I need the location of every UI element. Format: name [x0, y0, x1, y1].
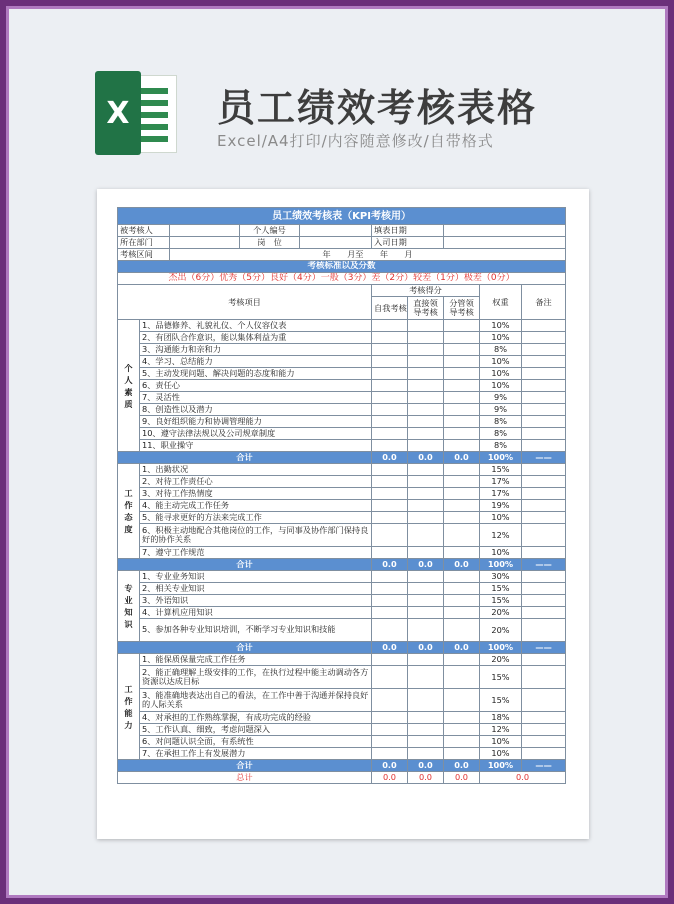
- self-score-cell[interactable]: [372, 583, 408, 595]
- subtotal-label: 合计: [118, 559, 372, 571]
- subtotal-row: [118, 642, 566, 654]
- weight-cell: 10%: [480, 320, 522, 332]
- note-cell[interactable]: [522, 416, 566, 428]
- item-label: 5、工作认真、细致，考虑问题深入: [140, 724, 372, 736]
- note-cell[interactable]: [522, 404, 566, 416]
- label-position: 岗 位: [240, 237, 300, 249]
- col-header-score: 考核得分: [372, 285, 480, 297]
- manager-score-cell[interactable]: [444, 736, 480, 748]
- table-row: [118, 392, 566, 404]
- grade-scale: 杰出（6分）优秀（5分）良好（4分）一般（3分）差（2分）较差（1分）极差（0分）: [118, 273, 566, 285]
- table-row: [118, 332, 566, 344]
- kpi-table: [117, 207, 566, 784]
- manager-score-cell[interactable]: [444, 488, 480, 500]
- section-label: 工 作 能 力: [118, 654, 140, 760]
- weight-cell: 10%: [480, 368, 522, 380]
- item-label: 7、遵守工作规范: [140, 547, 372, 559]
- direct-score-cell[interactable]: [408, 428, 444, 440]
- manager-score-cell[interactable]: [444, 595, 480, 607]
- self-score-cell[interactable]: [372, 368, 408, 380]
- subtotal-weight: 100%: [480, 642, 522, 654]
- table-row: [118, 344, 566, 356]
- table-row: [118, 619, 566, 642]
- self-score-cell[interactable]: [372, 440, 408, 452]
- weight-cell: 15%: [480, 583, 522, 595]
- subtotal-manager: 0.0: [444, 559, 480, 571]
- table-row: [118, 654, 566, 666]
- direct-score-cell[interactable]: [408, 500, 444, 512]
- grand-total-self: 0.0: [372, 772, 408, 784]
- direct-score-cell[interactable]: [408, 524, 444, 547]
- item-label: 7、灵活性: [140, 392, 372, 404]
- direct-score-cell[interactable]: [408, 332, 444, 344]
- subtotal-self: 0.0: [372, 642, 408, 654]
- subtotal-self: 0.0: [372, 760, 408, 772]
- subtotal-row: [118, 760, 566, 772]
- item-label: 5、参加各种专业知识培训，不断学习专业知识和技能: [140, 619, 372, 642]
- table-row: [118, 724, 566, 736]
- field-fill-date[interactable]: [444, 225, 566, 237]
- section-label: 工 作 态 度: [118, 464, 140, 559]
- item-label: 3、能准确地表达出自己的看法，在工作中善于沟通并保持良好的人际关系: [140, 689, 372, 712]
- label-id-number: 个人编号: [240, 225, 300, 237]
- note-cell[interactable]: [522, 607, 566, 619]
- self-score-cell[interactable]: [372, 619, 408, 642]
- item-label: 9、良好组织能力和协调管理能力: [140, 416, 372, 428]
- label-fill-date: 填表日期: [372, 225, 444, 237]
- direct-score-cell[interactable]: [408, 666, 444, 689]
- direct-score-cell[interactable]: [408, 356, 444, 368]
- direct-score-cell[interactable]: [408, 724, 444, 736]
- label-entry-date: 入司日期: [372, 237, 444, 249]
- manager-score-cell[interactable]: [444, 320, 480, 332]
- subtotal-self: 0.0: [372, 452, 408, 464]
- excel-logo-icon: [95, 71, 179, 155]
- grand-total-manager: 0.0: [444, 772, 480, 784]
- manager-score-cell[interactable]: [444, 712, 480, 724]
- weight-cell: 15%: [480, 464, 522, 476]
- note-cell[interactable]: [522, 748, 566, 760]
- self-score-cell[interactable]: [372, 607, 408, 619]
- note-cell[interactable]: [522, 368, 566, 380]
- note-cell[interactable]: [522, 332, 566, 344]
- self-score-cell[interactable]: [372, 500, 408, 512]
- manager-score-cell[interactable]: [444, 666, 480, 689]
- weight-cell: 10%: [480, 512, 522, 524]
- item-label: 4、能主动完成工作任务: [140, 500, 372, 512]
- table-row: [118, 571, 566, 583]
- subtotal-direct: 0.0: [408, 559, 444, 571]
- page-subtitle: Excel/A4打印/内容随意修改/自带格式: [217, 132, 494, 150]
- self-score-cell[interactable]: [372, 488, 408, 500]
- direct-score-cell[interactable]: [408, 736, 444, 748]
- manager-score-cell[interactable]: [444, 619, 480, 642]
- self-score-cell[interactable]: [372, 547, 408, 559]
- field-dept[interactable]: [170, 237, 240, 249]
- section-label: 个 人 素 质: [118, 320, 140, 452]
- item-label: 2、相关专业知识: [140, 583, 372, 595]
- note-cell[interactable]: [522, 440, 566, 452]
- col-header-note: 备注: [522, 285, 566, 320]
- table-row: [118, 583, 566, 595]
- self-score-cell[interactable]: [372, 654, 408, 666]
- weight-cell: 17%: [480, 488, 522, 500]
- self-score-cell[interactable]: [372, 748, 408, 760]
- item-label: 6、责任心: [140, 380, 372, 392]
- table-row: [118, 666, 566, 689]
- col-header-self: 自我考核: [372, 297, 408, 320]
- self-score-cell[interactable]: [372, 595, 408, 607]
- weight-cell: 19%: [480, 500, 522, 512]
- poster-background: [9, 9, 665, 895]
- item-label: 6、积极主动地配合其他岗位的工作，与同事及协作部门保持良好的协作关系: [140, 524, 372, 547]
- self-score-cell[interactable]: [372, 428, 408, 440]
- manager-score-cell[interactable]: [444, 464, 480, 476]
- table-row: [118, 416, 566, 428]
- form-title: 员工绩效考核表（KPI考核用）: [118, 208, 566, 225]
- note-cell[interactable]: [522, 476, 566, 488]
- manager-score-cell[interactable]: [444, 356, 480, 368]
- grand-total-row: [118, 772, 566, 784]
- manager-score-cell[interactable]: [444, 724, 480, 736]
- direct-score-cell[interactable]: [408, 320, 444, 332]
- self-score-cell[interactable]: [372, 392, 408, 404]
- manager-score-cell[interactable]: [444, 404, 480, 416]
- weight-cell: 10%: [480, 380, 522, 392]
- item-label: 1、品德修养、礼貌礼仪、个人仪容仪表: [140, 320, 372, 332]
- subtotal-direct: 0.0: [408, 452, 444, 464]
- field-entry-date[interactable]: [444, 237, 566, 249]
- table-row: [118, 748, 566, 760]
- manager-score-cell[interactable]: [444, 476, 480, 488]
- table-row: [118, 464, 566, 476]
- subtotal-label: 合计: [118, 760, 372, 772]
- weight-cell: 8%: [480, 440, 522, 452]
- manager-score-cell[interactable]: [444, 416, 480, 428]
- note-cell[interactable]: [522, 571, 566, 583]
- subtotal-weight: 100%: [480, 559, 522, 571]
- note-cell[interactable]: [522, 689, 566, 712]
- item-label: 4、计算机应用知识: [140, 607, 372, 619]
- table-row: [118, 404, 566, 416]
- subtotal-row: [118, 559, 566, 571]
- grand-total-weight: 0.0: [480, 772, 566, 784]
- self-score-cell[interactable]: [372, 344, 408, 356]
- table-row: [118, 428, 566, 440]
- standard-heading: 考核标准以及分数: [118, 261, 566, 273]
- self-score-cell[interactable]: [372, 736, 408, 748]
- direct-score-cell[interactable]: [408, 595, 444, 607]
- direct-score-cell[interactable]: [408, 380, 444, 392]
- subtotal-self: 0.0: [372, 559, 408, 571]
- note-cell[interactable]: [522, 344, 566, 356]
- field-position[interactable]: [300, 237, 372, 249]
- manager-score-cell[interactable]: [444, 380, 480, 392]
- weight-cell: 18%: [480, 712, 522, 724]
- manager-score-cell[interactable]: [444, 392, 480, 404]
- item-label: 1、能保质保量完成工作任务: [140, 654, 372, 666]
- direct-score-cell[interactable]: [408, 607, 444, 619]
- self-score-cell[interactable]: [372, 476, 408, 488]
- note-cell[interactable]: [522, 500, 566, 512]
- note-cell[interactable]: [522, 712, 566, 724]
- note-cell[interactable]: [522, 320, 566, 332]
- direct-score-cell[interactable]: [408, 654, 444, 666]
- self-score-cell[interactable]: [372, 380, 408, 392]
- self-score-cell[interactable]: [372, 464, 408, 476]
- item-label: 2、对待工作责任心: [140, 476, 372, 488]
- subtotal-manager: 0.0: [444, 452, 480, 464]
- weight-cell: 15%: [480, 595, 522, 607]
- subtotal-label: 合计: [118, 642, 372, 654]
- manager-score-cell[interactable]: [444, 607, 480, 619]
- manager-score-cell[interactable]: [444, 500, 480, 512]
- item-label: 8、创造性以及潜力: [140, 404, 372, 416]
- table-row: [118, 320, 566, 332]
- item-label: 5、能寻求更好的方法来完成工作: [140, 512, 372, 524]
- weight-cell: 10%: [480, 332, 522, 344]
- note-cell[interactable]: [522, 428, 566, 440]
- direct-score-cell[interactable]: [408, 440, 444, 452]
- weight-cell: 8%: [480, 416, 522, 428]
- item-label: 2、能正确理解上级安排的工作，在执行过程中能主动调动各方资源以达成目标: [140, 666, 372, 689]
- weight-cell: 10%: [480, 547, 522, 559]
- direct-score-cell[interactable]: [408, 476, 444, 488]
- direct-score-cell[interactable]: [408, 512, 444, 524]
- self-score-cell[interactable]: [372, 712, 408, 724]
- manager-score-cell[interactable]: [444, 689, 480, 712]
- table-row: [118, 689, 566, 712]
- weight-cell: 12%: [480, 524, 522, 547]
- manager-score-cell[interactable]: [444, 512, 480, 524]
- self-score-cell[interactable]: [372, 512, 408, 524]
- subtotal-weight: 100%: [480, 452, 522, 464]
- table-row: [118, 368, 566, 380]
- direct-score-cell[interactable]: [408, 368, 444, 380]
- note-cell[interactable]: [522, 724, 566, 736]
- direct-score-cell[interactable]: [408, 689, 444, 712]
- subtotal-note: ——: [522, 452, 566, 464]
- note-cell[interactable]: [522, 583, 566, 595]
- note-cell[interactable]: [522, 595, 566, 607]
- grand-total-direct: 0.0: [408, 772, 444, 784]
- col-header-manager: 分管领导考核: [444, 297, 480, 320]
- weight-cell: 9%: [480, 404, 522, 416]
- direct-score-cell[interactable]: [408, 392, 444, 404]
- item-label: 5、主动发现问题、解决问题的态度和能力: [140, 368, 372, 380]
- weight-cell: 10%: [480, 748, 522, 760]
- weight-cell: 10%: [480, 736, 522, 748]
- self-score-cell[interactable]: [372, 689, 408, 712]
- direct-score-cell[interactable]: [408, 583, 444, 595]
- weight-cell: 15%: [480, 689, 522, 712]
- weight-cell: 10%: [480, 356, 522, 368]
- note-cell[interactable]: [522, 356, 566, 368]
- weight-cell: 12%: [480, 724, 522, 736]
- subtotal-manager: 0.0: [444, 642, 480, 654]
- subtotal-note: ——: [522, 559, 566, 571]
- item-label: 3、对待工作热情度: [140, 488, 372, 500]
- direct-score-cell[interactable]: [408, 488, 444, 500]
- direct-score-cell[interactable]: [408, 619, 444, 642]
- note-cell[interactable]: [522, 736, 566, 748]
- col-header-item: 考核项目: [118, 285, 372, 320]
- note-cell[interactable]: [522, 547, 566, 559]
- note-cell[interactable]: [522, 512, 566, 524]
- subtotal-manager: 0.0: [444, 760, 480, 772]
- table-row: [118, 595, 566, 607]
- direct-score-cell[interactable]: [408, 571, 444, 583]
- table-row: [118, 607, 566, 619]
- label-dept: 所在部门: [118, 237, 170, 249]
- item-label: 10、遵守法律法规以及公司规章制度: [140, 428, 372, 440]
- subtotal-note: ——: [522, 642, 566, 654]
- note-cell[interactable]: [522, 524, 566, 547]
- manager-score-cell[interactable]: [444, 583, 480, 595]
- manager-score-cell[interactable]: [444, 440, 480, 452]
- table-row: [118, 356, 566, 368]
- manager-score-cell[interactable]: [444, 524, 480, 547]
- col-header-weight: 权重: [480, 285, 522, 320]
- self-score-cell[interactable]: [372, 666, 408, 689]
- manager-score-cell[interactable]: [444, 748, 480, 760]
- field-period[interactable]: 年 月至 年 月: [170, 249, 566, 261]
- self-score-cell[interactable]: [372, 724, 408, 736]
- field-id-number[interactable]: [300, 225, 372, 237]
- weight-cell: 20%: [480, 619, 522, 642]
- field-assessee[interactable]: [170, 225, 240, 237]
- table-row: [118, 712, 566, 724]
- direct-score-cell[interactable]: [408, 464, 444, 476]
- table-row: [118, 524, 566, 547]
- section-label: 专 业 知 识: [118, 571, 140, 642]
- weight-cell: 20%: [480, 654, 522, 666]
- self-score-cell[interactable]: [372, 332, 408, 344]
- note-cell[interactable]: [522, 619, 566, 642]
- item-label: 4、对承担的工作熟练掌握，有成功完成的经验: [140, 712, 372, 724]
- direct-score-cell[interactable]: [408, 404, 444, 416]
- weight-cell: 15%: [480, 666, 522, 689]
- outer-frame: [6, 6, 668, 898]
- note-cell[interactable]: [522, 464, 566, 476]
- table-row: [118, 736, 566, 748]
- table-row: [118, 500, 566, 512]
- table-row: [118, 476, 566, 488]
- item-label: 3、外语知识: [140, 595, 372, 607]
- table-row: [118, 512, 566, 524]
- note-cell[interactable]: [522, 488, 566, 500]
- direct-score-cell[interactable]: [408, 712, 444, 724]
- label-assessee: 被考核人: [118, 225, 170, 237]
- direct-score-cell[interactable]: [408, 748, 444, 760]
- note-cell[interactable]: [522, 654, 566, 666]
- weight-cell: 20%: [480, 607, 522, 619]
- self-score-cell[interactable]: [372, 416, 408, 428]
- manager-score-cell[interactable]: [444, 368, 480, 380]
- self-score-cell[interactable]: [372, 356, 408, 368]
- subtotal-row: [118, 452, 566, 464]
- manager-score-cell[interactable]: [444, 547, 480, 559]
- item-label: 4、学习、总结能力: [140, 356, 372, 368]
- manager-score-cell[interactable]: [444, 654, 480, 666]
- page-title: 员工绩效考核表格: [217, 86, 538, 130]
- item-label: 7、在承担工作上有发展潜力: [140, 748, 372, 760]
- manager-score-cell[interactable]: [444, 571, 480, 583]
- direct-score-cell[interactable]: [408, 344, 444, 356]
- note-cell[interactable]: [522, 380, 566, 392]
- manager-score-cell[interactable]: [444, 332, 480, 344]
- weight-cell: 9%: [480, 392, 522, 404]
- self-score-cell[interactable]: [372, 320, 408, 332]
- direct-score-cell[interactable]: [408, 416, 444, 428]
- subtotal-label: 合计: [118, 452, 372, 464]
- subtotal-direct: 0.0: [408, 642, 444, 654]
- label-period: 考核区间: [118, 249, 170, 261]
- item-label: 3、沟通能力和亲和力: [140, 344, 372, 356]
- weight-cell: 30%: [480, 571, 522, 583]
- item-label: 11、职业操守: [140, 440, 372, 452]
- manager-score-cell[interactable]: [444, 428, 480, 440]
- self-score-cell[interactable]: [372, 524, 408, 547]
- subtotal-direct: 0.0: [408, 760, 444, 772]
- item-label: 1、出勤状况: [140, 464, 372, 476]
- note-cell[interactable]: [522, 666, 566, 689]
- table-row: [118, 488, 566, 500]
- direct-score-cell[interactable]: [408, 547, 444, 559]
- note-cell[interactable]: [522, 392, 566, 404]
- table-row: [118, 547, 566, 559]
- col-header-direct: 直接领导考核: [408, 297, 444, 320]
- item-label: 1、专业业务知识: [140, 571, 372, 583]
- form-sheet: [97, 189, 589, 839]
- weight-cell: 8%: [480, 428, 522, 440]
- table-row: [118, 440, 566, 452]
- grand-total-label: 总计: [118, 772, 372, 784]
- subtotal-weight: 100%: [480, 760, 522, 772]
- excel-logo-letter: X: [95, 71, 141, 155]
- item-label: 6、对问题认识全面，有系统性: [140, 736, 372, 748]
- manager-score-cell[interactable]: [444, 344, 480, 356]
- table-row: [118, 380, 566, 392]
- weight-cell: 17%: [480, 476, 522, 488]
- item-label: 2、有团队合作意识，能以集体利益为重: [140, 332, 372, 344]
- self-score-cell[interactable]: [372, 571, 408, 583]
- subtotal-note: ——: [522, 760, 566, 772]
- self-score-cell[interactable]: [372, 404, 408, 416]
- weight-cell: 8%: [480, 344, 522, 356]
